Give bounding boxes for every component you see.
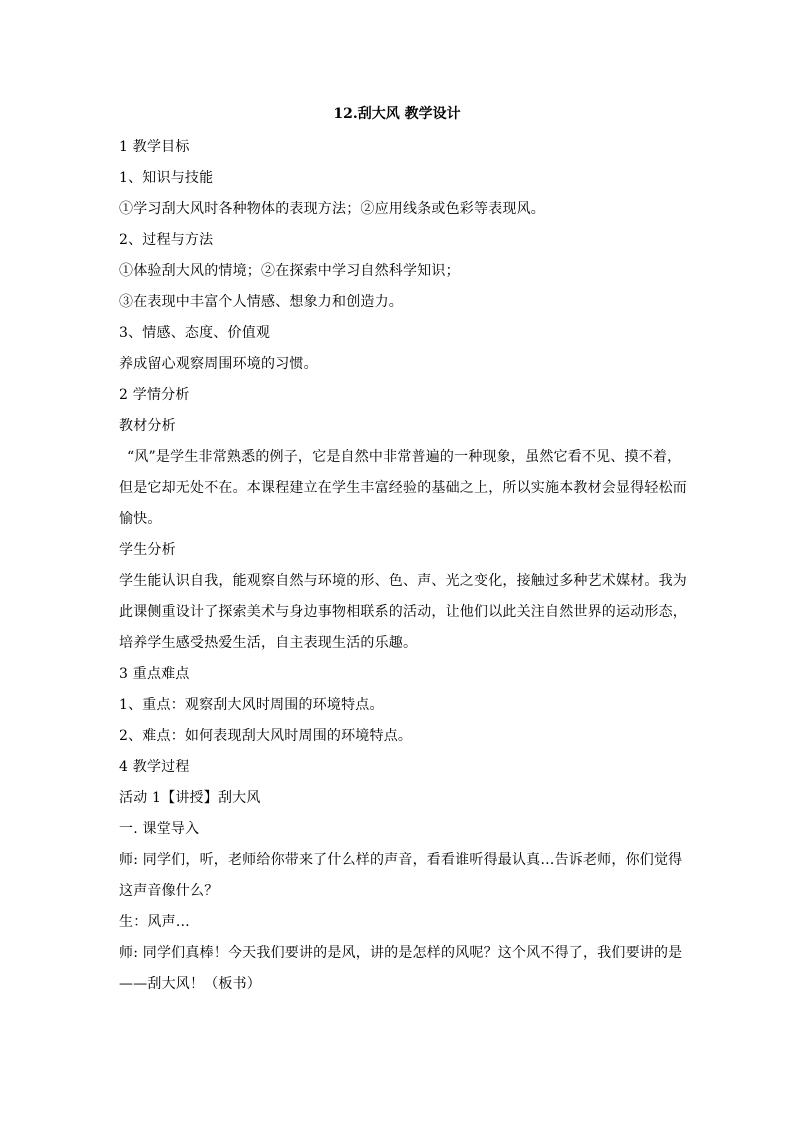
subheading-student-analysis: 学生分析 <box>119 542 176 558</box>
textbook-analysis-line-2: 但是它却无处不在。本课程建立在学生丰富经验的基础之上，所以实施本教材会显得轻松而 <box>119 480 687 496</box>
subheading-textbook-analysis: 教材分析 <box>119 418 176 434</box>
student-analysis-line-1: 学生能认识自我，能观察自然与环境的形、色、声、光之变化，接触过多种艺术媒材。我为 <box>119 573 687 589</box>
teacher-dialogue-1-line-1: 师: 同学们，听，老师给你带来了什么样的声音，看看谁听得最认真…告诉老师，你们觉得 <box>119 852 683 868</box>
teacher-dialogue-2-line-2: ——刮大风！（板书） <box>119 976 261 992</box>
teacher-dialogue-2-line-1: 师: 同学们真棒！今天我们要讲的是风，讲的是怎样的风呢？这个风不得了，我们要讲的是 <box>119 945 683 961</box>
section-heading-objectives: 1 教学目标 <box>119 139 190 155</box>
subheading-process-method: 2、过程与方法 <box>119 232 214 248</box>
textbook-analysis-line-3: 愉快。 <box>119 511 162 527</box>
student-reply: 生：风声… <box>119 914 190 930</box>
student-analysis-line-3: 培养学生感受热爱生活，自主表现生活的乐趣。 <box>119 635 418 651</box>
subheading-knowledge-skills: 1、知识与技能 <box>119 170 214 186</box>
key-point-text: 1、重点：观察刮大风时周围的环境特点。 <box>119 697 384 713</box>
difficulty-text: 2、难点：如何表现刮大风时周围的环境特点。 <box>119 728 413 744</box>
student-analysis-line-2: 此课侧重设计了探索美术与身边事物相联系的活动，让他们以此关注自然世界的运动形态， <box>119 604 687 620</box>
document-body <box>119 132 687 1000</box>
activity-heading: 活动 1【讲授】刮大风 <box>119 790 261 806</box>
section-heading-process: 4 教学过程 <box>119 759 190 775</box>
subheading-emotion-values: 3、情感、态度、价值观 <box>119 325 271 341</box>
process-method-text-2: ③在表现中丰富个人情感、想象力和创造力。 <box>119 294 403 310</box>
emotion-values-text: 养成留心观察周围环境的习惯。 <box>119 356 318 372</box>
section-heading-key-points: 3 重点难点 <box>119 666 190 682</box>
subheading-introduction: 一. 课堂导入 <box>119 821 200 837</box>
teacher-dialogue-1-line-2: 这声音像什么？ <box>119 883 219 899</box>
knowledge-skills-text: ①学习刮大风时各种物体的表现方法；②应用线条或色彩等表现风。 <box>119 201 545 217</box>
section-heading-analysis: 2 学情分析 <box>119 387 190 403</box>
document-title: 12.刮大风 教学设计 <box>333 106 461 122</box>
textbook-analysis-line-1: “风”是学生非常熟悉的例子，它是自然中非常普遍的一种现象，虽然它看不见、摸不着， <box>127 449 682 465</box>
process-method-text-1: ①体验刮大风的情境；②在探索中学习自然科学知识； <box>119 263 460 279</box>
